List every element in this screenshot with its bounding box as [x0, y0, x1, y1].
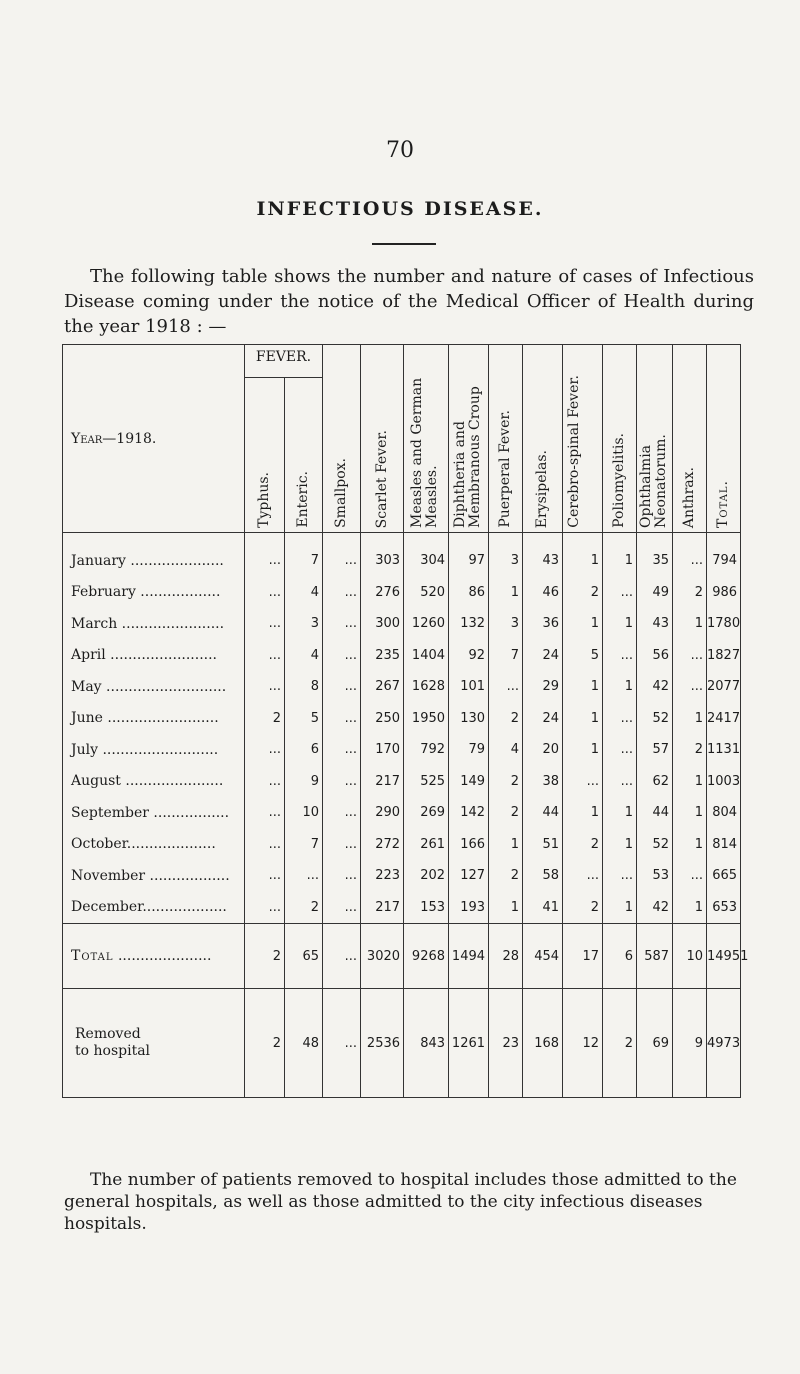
table-cell: 52 — [637, 829, 673, 861]
table-cell: 9 — [285, 766, 323, 798]
table-cell: 130 — [449, 703, 489, 735]
table-row — [63, 703, 741, 735]
table-cell: 38 — [523, 766, 563, 798]
table-cell: ... — [603, 734, 637, 766]
table-cell: 2 — [245, 703, 285, 735]
leader-dots: ................. — [148, 804, 230, 821]
table-cell: 303 — [361, 545, 404, 577]
leader-dots: ..................... — [125, 552, 224, 569]
row-label — [63, 734, 245, 766]
table-cell: 1 — [563, 734, 603, 766]
table-cell: ... — [323, 829, 361, 861]
table-cell: 217 — [361, 766, 404, 798]
table-cell: 29 — [523, 671, 563, 703]
table-cell: 2 — [245, 924, 285, 989]
table-cell: ... — [245, 734, 285, 766]
table-cell: 153 — [404, 892, 449, 924]
table-cell: 587 — [637, 924, 673, 989]
month-name: April — [71, 647, 106, 664]
page-number: 70 — [386, 138, 414, 163]
table-cell: ... — [323, 734, 361, 766]
table-cell: 1 — [563, 797, 603, 829]
table-cell: 42 — [637, 671, 673, 703]
table-cell: 3 — [489, 545, 523, 577]
table-cell: 14951 — [707, 924, 741, 989]
table-row — [63, 829, 741, 861]
col-header-erysipelas: Erysipelas. — [523, 345, 563, 533]
year-header: Year—1918. — [63, 345, 245, 533]
leader-dots: .......................... — [98, 741, 219, 758]
table-cell: 2 — [603, 989, 637, 1098]
table-cell: 223 — [361, 860, 404, 892]
table-cell: 1003 — [707, 766, 741, 798]
table-cell: ... — [245, 608, 285, 640]
table-cell: 65 — [285, 924, 323, 989]
table-cell: 1 — [603, 797, 637, 829]
table-cell: ... — [563, 766, 603, 798]
table-cell: 86 — [449, 577, 489, 609]
table-cell: ... — [245, 829, 285, 861]
row-label — [63, 924, 245, 989]
table-cell: 193 — [449, 892, 489, 924]
table-cell: 1261 — [449, 989, 489, 1098]
table-cell: 6 — [603, 924, 637, 989]
table-cell: 814 — [707, 829, 741, 861]
table-cell: 1 — [489, 892, 523, 924]
table-cell: 1 — [603, 545, 637, 577]
table-cell: 454 — [523, 924, 563, 989]
row-label — [63, 860, 245, 892]
table-cell: ... — [323, 892, 361, 924]
row-label — [63, 766, 245, 798]
table-cell: 1131 — [707, 734, 741, 766]
row-label — [63, 640, 245, 672]
month-name: October — [71, 836, 127, 853]
table-cell: 69 — [637, 989, 673, 1098]
table-cell: 1780 — [707, 608, 741, 640]
table-cell: 2417 — [707, 703, 741, 735]
table-cell: 57 — [637, 734, 673, 766]
table-cell: ... — [323, 989, 361, 1098]
table-cell: ... — [245, 860, 285, 892]
month-name: August — [71, 773, 121, 790]
month-name: February — [71, 584, 136, 601]
col-header-typhus: Typhus. — [245, 378, 285, 533]
leader-dots: .................... — [126, 836, 216, 853]
table-cell: 24 — [523, 703, 563, 735]
table-cell: 235 — [361, 640, 404, 672]
col-header-enteric: Enteric. — [285, 378, 323, 533]
table-row — [63, 797, 741, 829]
table-cell: 42 — [637, 892, 673, 924]
table-cell: 804 — [707, 797, 741, 829]
table-cell: 35 — [637, 545, 673, 577]
col-header-ophthalmia: Ophthalmia Neonatorum. — [637, 345, 673, 533]
table-cell: 2077 — [707, 671, 741, 703]
table-cell: 1 — [673, 703, 707, 735]
table-cell: ... — [245, 545, 285, 577]
table-cell: 794 — [707, 545, 741, 577]
row-label — [63, 671, 245, 703]
table-cell: 20 — [523, 734, 563, 766]
table-cell: 520 — [404, 577, 449, 609]
table-cell: 525 — [404, 766, 449, 798]
table-cell: 272 — [361, 829, 404, 861]
table-cell: ... — [673, 860, 707, 892]
table-cell: ... — [245, 671, 285, 703]
table-cell: 9268 — [404, 924, 449, 989]
total-label: Total — [71, 948, 114, 964]
table-cell: 2 — [245, 989, 285, 1098]
table-cell: ... — [603, 703, 637, 735]
table-cell: 1 — [489, 829, 523, 861]
month-name: September — [71, 804, 149, 821]
table-cell: 132 — [449, 608, 489, 640]
table-cell: 1827 — [707, 640, 741, 672]
footer-text: The number of patients removed to hospital includes those admitted to the general hospitals, as well as those admitted to the city infectious diseases hospitals. — [64, 1170, 737, 1234]
col-header-scarlet: Scarlet Fever. — [361, 345, 404, 533]
table-cell: 269 — [404, 797, 449, 829]
row-label — [63, 797, 245, 829]
month-name: July — [71, 741, 99, 758]
table-cell: 168 — [523, 989, 563, 1098]
table-cell: 142 — [449, 797, 489, 829]
table-cell: 276 — [361, 577, 404, 609]
table-cell: ... — [603, 577, 637, 609]
intro-text: The following table shows the number and nature of cases of Infectious Disease coming under the notice of the Medical Officer of Health during the year 1918 : — — [64, 266, 754, 337]
table-cell: 92 — [449, 640, 489, 672]
page-title: INFECTIOUS DISEASE. — [256, 198, 544, 220]
table-cell: 3 — [489, 608, 523, 640]
table-cell: 2 — [563, 577, 603, 609]
total-row — [63, 924, 741, 989]
table-cell: 10 — [285, 797, 323, 829]
table-cell: ... — [673, 671, 707, 703]
table-cell: 36 — [523, 608, 563, 640]
table-cell: 166 — [449, 829, 489, 861]
table-cell: 43 — [637, 608, 673, 640]
month-name: January — [71, 552, 126, 569]
table-cell: 3 — [285, 608, 323, 640]
table-cell: 127 — [449, 860, 489, 892]
table-cell: ... — [489, 671, 523, 703]
table-cell: 261 — [404, 829, 449, 861]
table-cell: 58 — [523, 860, 563, 892]
row-label — [63, 545, 245, 577]
table-cell: 2 — [563, 892, 603, 924]
table-row — [63, 766, 741, 798]
table-cell: 843 — [404, 989, 449, 1098]
table-cell: ... — [245, 640, 285, 672]
month-name: March — [71, 615, 118, 632]
table-cell: ... — [323, 671, 361, 703]
table-cell: ... — [285, 860, 323, 892]
month-name: May — [71, 678, 102, 695]
table-cell: 53 — [637, 860, 673, 892]
table-cell: 49 — [637, 577, 673, 609]
row-label — [63, 989, 245, 1098]
table-cell: 2 — [489, 766, 523, 798]
title-rule — [372, 243, 436, 245]
table-cell: 149 — [449, 766, 489, 798]
row-label — [63, 703, 245, 735]
table-cell: 44 — [523, 797, 563, 829]
table-cell: ... — [323, 703, 361, 735]
table-cell: 28 — [489, 924, 523, 989]
removed-row — [63, 989, 741, 1098]
leader-dots: ................... — [142, 899, 227, 916]
table-cell: 7 — [285, 829, 323, 861]
table-cell: 2 — [489, 860, 523, 892]
table-cell: 1 — [603, 892, 637, 924]
table-cell: 4 — [285, 640, 323, 672]
col-header-puerperal: Puerperal Fever. — [489, 345, 523, 533]
leader-dots: .................. — [135, 584, 221, 601]
table-cell: ... — [323, 608, 361, 640]
table-cell: 1 — [489, 577, 523, 609]
table-cell: ... — [603, 640, 637, 672]
table-cell: 62 — [637, 766, 673, 798]
table-cell: 5 — [563, 640, 603, 672]
table-cell: 1 — [673, 766, 707, 798]
table-cell: 2 — [489, 703, 523, 735]
table-cell: 217 — [361, 892, 404, 924]
table-cell: ... — [323, 545, 361, 577]
table-cell: 1494 — [449, 924, 489, 989]
leader-dots: .................. — [145, 867, 230, 884]
table-row — [63, 892, 741, 924]
table-row — [63, 860, 741, 892]
leader-dots: ....................... — [117, 615, 225, 632]
table-cell: 9 — [673, 989, 707, 1098]
col-header-cerebro-spinal: Cerebro-spinal Fever. — [563, 345, 603, 533]
table-cell: 41 — [523, 892, 563, 924]
table-cell: ... — [245, 892, 285, 924]
col-header-anthrax: Anthrax. — [673, 345, 707, 533]
table-cell: ... — [323, 640, 361, 672]
leader-dots: ...................... — [120, 773, 224, 790]
col-header-poliomyelitis: Poliomyelitis. — [603, 345, 637, 533]
table-cell: 300 — [361, 608, 404, 640]
table-cell: ... — [603, 766, 637, 798]
leader-dots: ..................... — [113, 948, 212, 964]
table-cell: 1628 — [404, 671, 449, 703]
table-cell: 2 — [563, 829, 603, 861]
table-cell: 4 — [489, 734, 523, 766]
row-label — [63, 577, 245, 609]
table-cell: 1 — [673, 608, 707, 640]
table-cell: 6 — [285, 734, 323, 766]
table-row — [63, 577, 741, 609]
table-cell: 250 — [361, 703, 404, 735]
table-cell: 2 — [673, 734, 707, 766]
table-cell: 7 — [285, 545, 323, 577]
table-cell: 1 — [673, 829, 707, 861]
col-header-total: Total. — [707, 345, 741, 533]
table-cell: 653 — [707, 892, 741, 924]
leader-dots: ........................ — [105, 647, 217, 664]
table-cell: ... — [323, 766, 361, 798]
table-cell: 2 — [489, 797, 523, 829]
leader-dots: ........................... — [101, 678, 227, 695]
row-label — [63, 608, 245, 640]
table-cell: 2 — [673, 577, 707, 609]
table-spacer — [63, 533, 741, 546]
table-cell: 8 — [285, 671, 323, 703]
table-cell: 4 — [285, 577, 323, 609]
removed-label-line1: Removed — [75, 1026, 141, 1042]
table-cell: 51 — [523, 829, 563, 861]
table-cell: 24 — [523, 640, 563, 672]
table-cell: ... — [323, 860, 361, 892]
table-cell: ... — [563, 860, 603, 892]
table-cell: 304 — [404, 545, 449, 577]
table-cell: 97 — [449, 545, 489, 577]
table-cell: 1260 — [404, 608, 449, 640]
table-cell: 5 — [285, 703, 323, 735]
table-cell: ... — [323, 797, 361, 829]
table-cell: 1 — [563, 545, 603, 577]
table-row — [63, 734, 741, 766]
table-cell: 52 — [637, 703, 673, 735]
row-label — [63, 829, 245, 861]
table-row — [63, 640, 741, 672]
table-cell: 2 — [285, 892, 323, 924]
table-cell: 2536 — [361, 989, 404, 1098]
table-cell: ... — [673, 545, 707, 577]
table-cell: 267 — [361, 671, 404, 703]
table-cell: 1 — [673, 892, 707, 924]
fever-group-header: FEVER. — [245, 345, 323, 378]
intro-paragraph — [64, 264, 754, 339]
row-label — [63, 892, 245, 924]
table-cell: 79 — [449, 734, 489, 766]
table-cell: 1 — [563, 608, 603, 640]
col-header-measles: Measles and German Measles. — [404, 345, 449, 533]
table-cell: ... — [245, 577, 285, 609]
table-cell: ... — [323, 577, 361, 609]
table-cell: ... — [245, 766, 285, 798]
month-name: November — [71, 867, 146, 884]
table-cell: 1 — [603, 608, 637, 640]
table-cell: 43 — [523, 545, 563, 577]
table-cell: 12 — [563, 989, 603, 1098]
table-cell: 10 — [673, 924, 707, 989]
table-cell: 1 — [603, 671, 637, 703]
month-name: December — [71, 899, 143, 916]
table-cell: 170 — [361, 734, 404, 766]
table-cell: 7 — [489, 640, 523, 672]
table-cell: 792 — [404, 734, 449, 766]
footer-note — [64, 1169, 754, 1235]
table-cell: ... — [603, 860, 637, 892]
table-cell: 1404 — [404, 640, 449, 672]
table-cell: 23 — [489, 989, 523, 1098]
table-cell: ... — [245, 797, 285, 829]
table-cell: 3020 — [361, 924, 404, 989]
table-cell: 290 — [361, 797, 404, 829]
month-name: June — [71, 710, 103, 727]
table-cell: 101 — [449, 671, 489, 703]
table-cell: 1 — [603, 829, 637, 861]
table-row — [63, 545, 741, 577]
table-cell: ... — [673, 640, 707, 672]
table-cell: 1 — [563, 671, 603, 703]
table-cell: 1950 — [404, 703, 449, 735]
leader-dots: ......................... — [102, 710, 219, 727]
table-cell: 44 — [637, 797, 673, 829]
infectious-disease-table — [62, 344, 749, 1098]
table-cell: 56 — [637, 640, 673, 672]
table-row — [63, 671, 741, 703]
table-cell: 48 — [285, 989, 323, 1098]
table-cell: 986 — [707, 577, 741, 609]
table-cell: 1 — [673, 797, 707, 829]
col-header-diphtheria: Diphtheria and Membranous Croup — [449, 345, 489, 533]
col-header-smallpox: Smallpox. — [323, 345, 361, 533]
table-row — [63, 608, 741, 640]
table-cell: 4973 — [707, 989, 741, 1098]
table-cell: 17 — [563, 924, 603, 989]
table-cell: 202 — [404, 860, 449, 892]
table-cell: 665 — [707, 860, 741, 892]
table-cell: 1 — [563, 703, 603, 735]
table-cell: ... — [323, 924, 361, 989]
removed-label-line2: to hospital — [75, 1043, 151, 1059]
table-cell: 46 — [523, 577, 563, 609]
